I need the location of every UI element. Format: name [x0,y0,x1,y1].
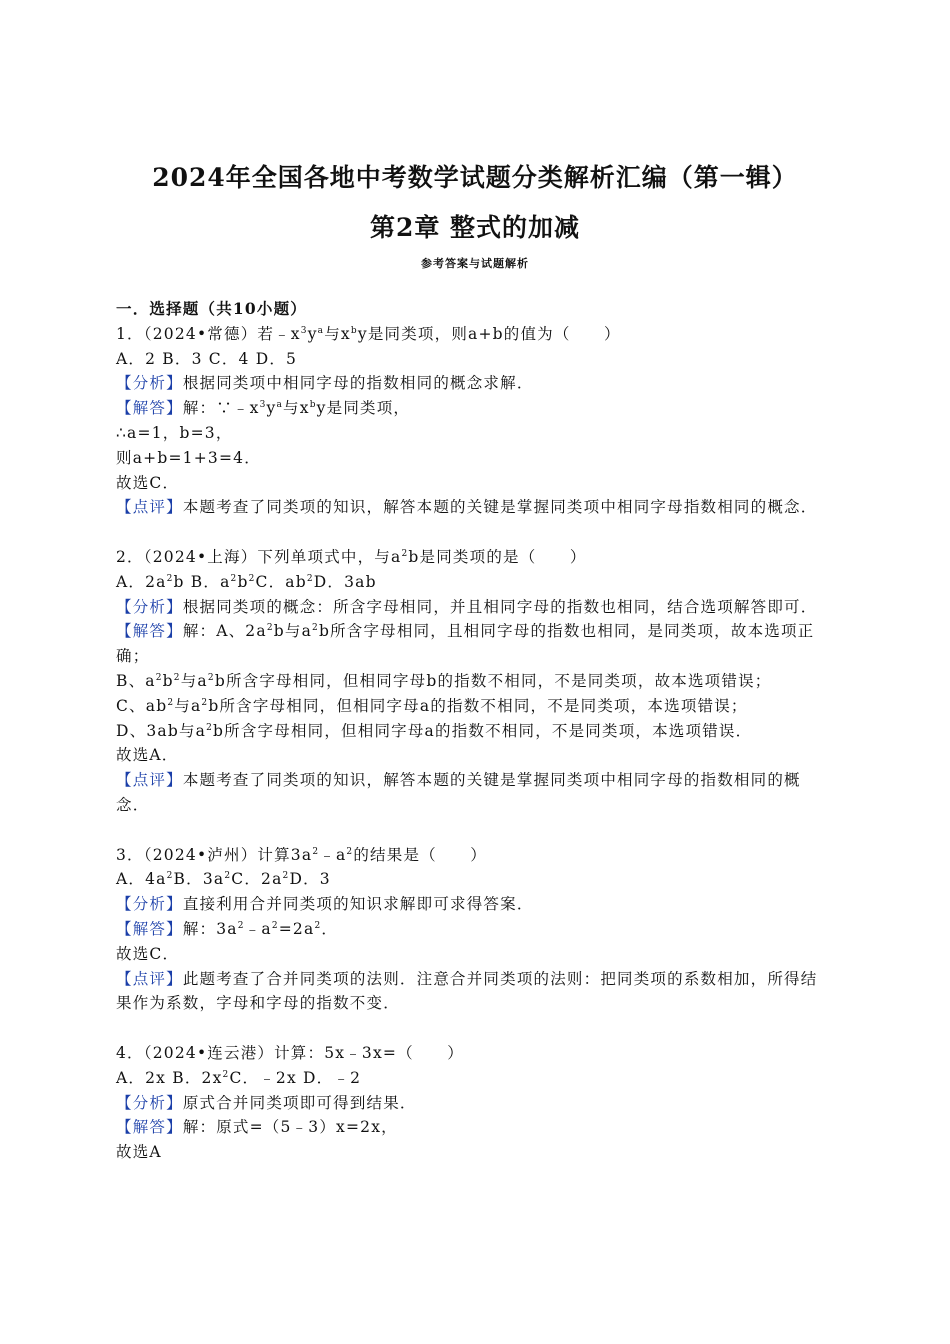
analysis: 【分析】根据同类项中相同字母的指数相同的概念求解． [116,374,534,393]
question-stem: 1．（2024•常德）若$﹣x^3y^a$与$x^by$是同类项，则a+b的值为（ ） [116,324,621,343]
comment-label: 【点评】 [116,771,183,790]
comment: 【点评】本题考查了同类项的知识，解答本题的关键是掌握同类项中相同字母指数相同的概念． [116,498,818,517]
solution: 【解答】解：A、$2a^2b$与$a^2b$所含字母相同，且相同字母的指数也相同，是同类项，故本选项正确； [116,622,815,666]
question-1 [116,322,830,520]
chapter-title: 第2章 整式的加减 [369,213,581,242]
question-stem: 2．（2024•上海）下列单项式中，与$a^2b$是同类项的是（ ） [116,547,587,566]
analysis-label: 【分析】 [116,597,183,616]
answer: 故选C． [116,473,180,492]
solution: 【解答】解：原式=（5﹣3）x=2x， [116,1118,398,1137]
question-options: A．$4a^2B$．$3a^2C$．$2a^2D$．3 [116,870,331,889]
question-options: A．$2a^2b$ B．$a^2b^2C$．$ab^2D$．3ab [116,572,377,591]
question-options: A．2x B．$2x^2C$．﹣2x D．﹣2 [116,1068,362,1087]
question-3 [116,843,830,1017]
answer: 故选A [116,1143,162,1162]
solution-label: 【解答】 [116,1118,183,1137]
solution: 【解答】解：$3a^2﹣a^2=2a^2$． [116,919,339,938]
comment-label: 【点评】 [116,498,183,517]
question-4 [116,1041,830,1165]
solution: 【解答】解：$\because﹣x^3y^a$与$x^by$是同类项， [116,399,411,418]
document-subtitle: 参考答案与试题解析 [421,257,529,270]
comment: 【点评】本题考查了同类项的知识，解答本题的关键是掌握同类项中相同字母的指数相同的概念． [116,771,801,814]
section-heading: 一．选择题（共10小题） [116,299,307,318]
comment: 【点评】此题考查了合并同类项的法则．注意合并同类项的法则：把同类项的系数相加，所得结果作为系数，字母和字母的指数不变． [116,969,818,1013]
answer: 故选A． [116,746,179,765]
solution-line: B、$a^2b^2$与$a^2b$所含字母相同，但相同字母b的指数不相同，不是同类项，故本选项错误； [116,671,772,690]
document-title: 2024年全国各地中考数学试题分类解析汇编（第一辑） [152,163,798,192]
answer: 故选C． [116,944,180,963]
solution-label: 【解答】 [116,919,183,938]
question-options: A．2 B．3 C．4 D．5 [116,349,298,368]
solution-label: 【解答】 [116,622,183,641]
question-2 [116,545,830,818]
analysis-label: 【分析】 [116,1093,183,1112]
solution-label: 【解答】 [116,399,183,418]
comment-label: 【点评】 [116,969,183,988]
analysis: 【分析】原式合并同类项即可得到结果． [116,1093,417,1112]
analysis: 【分析】直接利用合并同类项的知识求解即可求得答案． [116,895,534,914]
solution-line: ∴a=1，b=3， [116,423,233,442]
solution-line: C、$ab^2$与$a^2b$所含字母相同，但相同字母a的指数不相同，不是同类项，本选项错误； [116,696,748,715]
analysis-label: 【分析】 [116,895,183,914]
analysis-label: 【分析】 [116,374,183,393]
question-stem: 3．（2024•泸州）计算$3a^2﹣a^2$的结果是（ ） [116,845,487,864]
analysis: 【分析】根据同类项的概念：所含字母相同，并且相同字母的指数也相同，结合选项解答即可． [116,597,818,616]
content [116,297,830,1165]
question-stem: 4．（2024•连云港）计算：5x﹣3x=（ ） [116,1043,464,1062]
solution-line: D、3ab与$a^2b$所含字母相同，但相同字母a的指数不相同，不是同类项，本选项错误． [116,721,753,740]
solution-line: 则a+b=1+3=4． [116,448,261,467]
